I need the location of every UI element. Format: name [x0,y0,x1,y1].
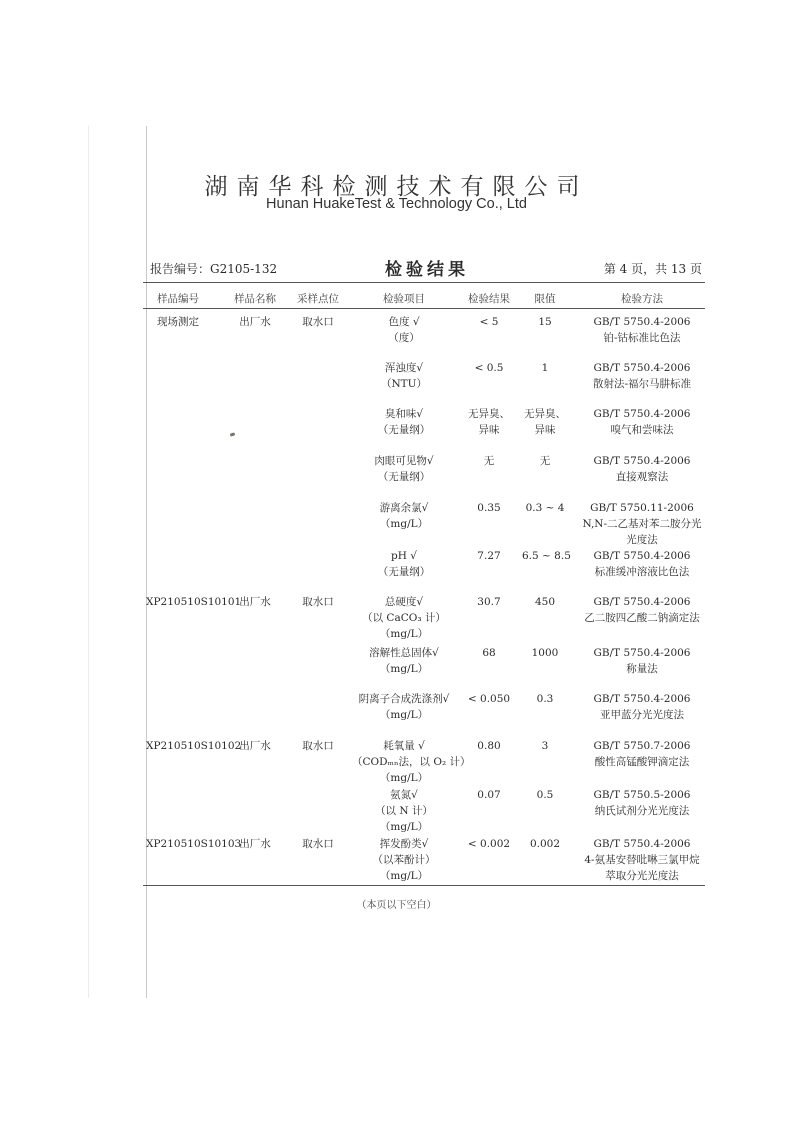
test-item-line: 臭和味√ [384,408,424,420]
sample-number: XP210510S10103 [146,838,242,850]
test-item-line: （NTU） [380,378,428,390]
blank-below-note: （本页以下空白） [356,900,437,911]
sample-name: 出厂水 [239,740,271,752]
document-title: 检验结果 [385,260,469,280]
test-item-line: （mg/L） [379,518,429,530]
result-value: < 0.002 [467,838,511,850]
sample-number: XP210510S10102 [146,740,242,752]
table-bottom-rule [143,885,705,886]
test-item-line: 总硬度√ [384,596,424,608]
test-item-line: （以 N 计） [375,805,433,817]
test-item-line: pH √ [391,550,417,562]
table-header-rule [143,308,705,309]
test-item-line: （mg/L） [379,772,429,784]
limit-value: 0.5 [536,789,554,801]
result-value: 7.27 [477,550,501,562]
test-item-line: 色度 √ [388,316,420,328]
sample-name: 出厂水 [239,838,271,850]
test-item-line: 肉眼可见物√ [374,455,434,467]
sampling-point: 取水口 [302,596,334,608]
result-value: 无 [483,455,495,467]
sampling-point: 取水口 [302,740,334,752]
test-item-line: 氨氮√ [390,789,418,801]
method-line: GB/T 5750.4-2006 [593,550,691,562]
method-line: 纳氏试剂分光光度法 [594,805,690,817]
method-line: 铂-钴标准比色法 [603,332,681,344]
test-item-line: 耗氧量 √ [383,740,425,752]
method-line: GB/T 5750.4-2006 [593,838,691,850]
method-line: GB/T 5750.4-2006 [593,693,691,705]
company-name-en: Hunan HuakeTest & Technology Co., Ltd [266,196,527,212]
sample-name: 出厂水 [239,596,271,608]
test-item-line: 溶解性总固体√ [369,647,439,659]
result-value: 30.7 [477,596,501,608]
scan-speck [230,432,236,437]
method-line: GB/T 5750.4-2006 [593,408,691,420]
method-line: 光度法 [626,534,658,546]
scan-margin-line [146,126,147,998]
test-item-line: （以苯酚计） [372,854,436,866]
sampling-point: 取水口 [302,316,334,328]
limit-value: 6.5 ~ 8.5 [522,550,571,562]
header-method: 检验方法 [621,293,663,305]
method-line: 乙二胺四乙酸二钠滴定法 [584,612,700,624]
header-limit: 限值 [534,293,556,305]
header-sample-no: 样品编号 [157,293,199,305]
limit-value: 1 [541,362,549,374]
result-value: 0.35 [477,502,501,514]
limit-value: 0.3 [536,693,554,705]
result-value: < 0.5 [474,362,504,374]
limit-value: 异味 [534,424,556,436]
method-line: N,N-二乙基对苯二胺分光 [582,518,702,530]
test-item-line: （度） [388,332,420,344]
limit-value: 1000 [531,647,559,659]
method-line: GB/T 5750.11-2006 [590,502,694,514]
test-item-line: （无量纲） [377,424,431,436]
scan-margin-line-outer [88,126,89,998]
limit-value: 450 [534,596,556,608]
limit-value: 0.002 [529,838,561,850]
method-line: GB/T 5750.7-2006 [593,740,691,752]
sample-number: XP210510S10101 [146,596,242,608]
limit-value: 3 [541,740,549,752]
company-name-cn: 湖南华科检测技术有限公司 [204,174,589,200]
method-line: 直接观察法 [615,471,669,483]
result-value: < 0.050 [467,693,511,705]
method-line: GB/T 5750.4-2006 [593,455,691,467]
result-value: 0.07 [477,789,501,801]
method-line: GB/T 5750.4-2006 [593,362,691,374]
method-line: 散射法-福尔马肼标准 [592,378,692,390]
header-sample-name: 样品名称 [234,293,276,305]
header-sampling-point: 采样点位 [297,293,339,305]
test-item-line: （mg/L） [379,628,429,640]
test-item-line: （以 CaCO₃ 计） [362,612,446,624]
test-item-line: 挥发酚类√ [379,838,429,850]
test-item-line: （mg/L） [379,663,429,675]
test-item-line: 游离余氯√ [379,502,429,514]
method-line: 萃取分光光度法 [605,870,679,882]
result-value: 无异臭、 [468,408,510,420]
test-item-line: （无量纲） [377,471,431,483]
result-value: 异味 [478,424,500,436]
page-info: 第 4 页，共 13 页 [603,262,702,276]
header-result: 检验结果 [468,293,510,305]
report-number: 报告编号：G2105-132 [150,262,278,276]
limit-value: 无异臭、 [524,408,566,420]
method-line: GB/T 5750.4-2006 [593,316,691,328]
test-item-line: （mg/L） [379,709,429,721]
sample-name: 出厂水 [239,316,271,328]
method-line: 称量法 [626,663,658,675]
method-line: 嗅气和尝味法 [610,424,674,436]
method-line: GB/T 5750.5-2006 [593,789,691,801]
limit-value: 无 [539,455,551,467]
method-line: GB/T 5750.4-2006 [593,647,691,659]
test-item-line: （mg/L） [379,821,429,833]
test-item-line: （无量纲） [377,566,431,578]
test-item-line: 阴离子合成洗涤剂√ [358,693,450,705]
method-line: 标准缓冲溶液比色法 [594,566,690,578]
test-item-line: （mg/L） [379,870,429,882]
sampling-point: 取水口 [302,838,334,850]
limit-value: 0.3 ~ 4 [525,502,565,514]
method-line: 亚甲蓝分光光度法 [600,709,684,721]
result-value: 68 [482,647,496,659]
header-test-item: 检验项目 [383,293,425,305]
method-line: 4-氨基安替吡啉三氯甲烷 [584,854,700,866]
limit-value: 15 [538,316,552,328]
method-line: 酸性高锰酸钾滴定法 [594,756,690,768]
test-item-line: （CODₘₙ法，以 O₂ 计） [352,756,471,768]
sample-number: 现场测定 [157,316,199,328]
test-item-line: 浑浊度√ [384,362,424,374]
result-value: 0.80 [477,740,501,752]
result-value: < 5 [479,316,499,328]
table-top-rule [143,282,705,283]
method-line: GB/T 5750.4-2006 [593,596,691,608]
